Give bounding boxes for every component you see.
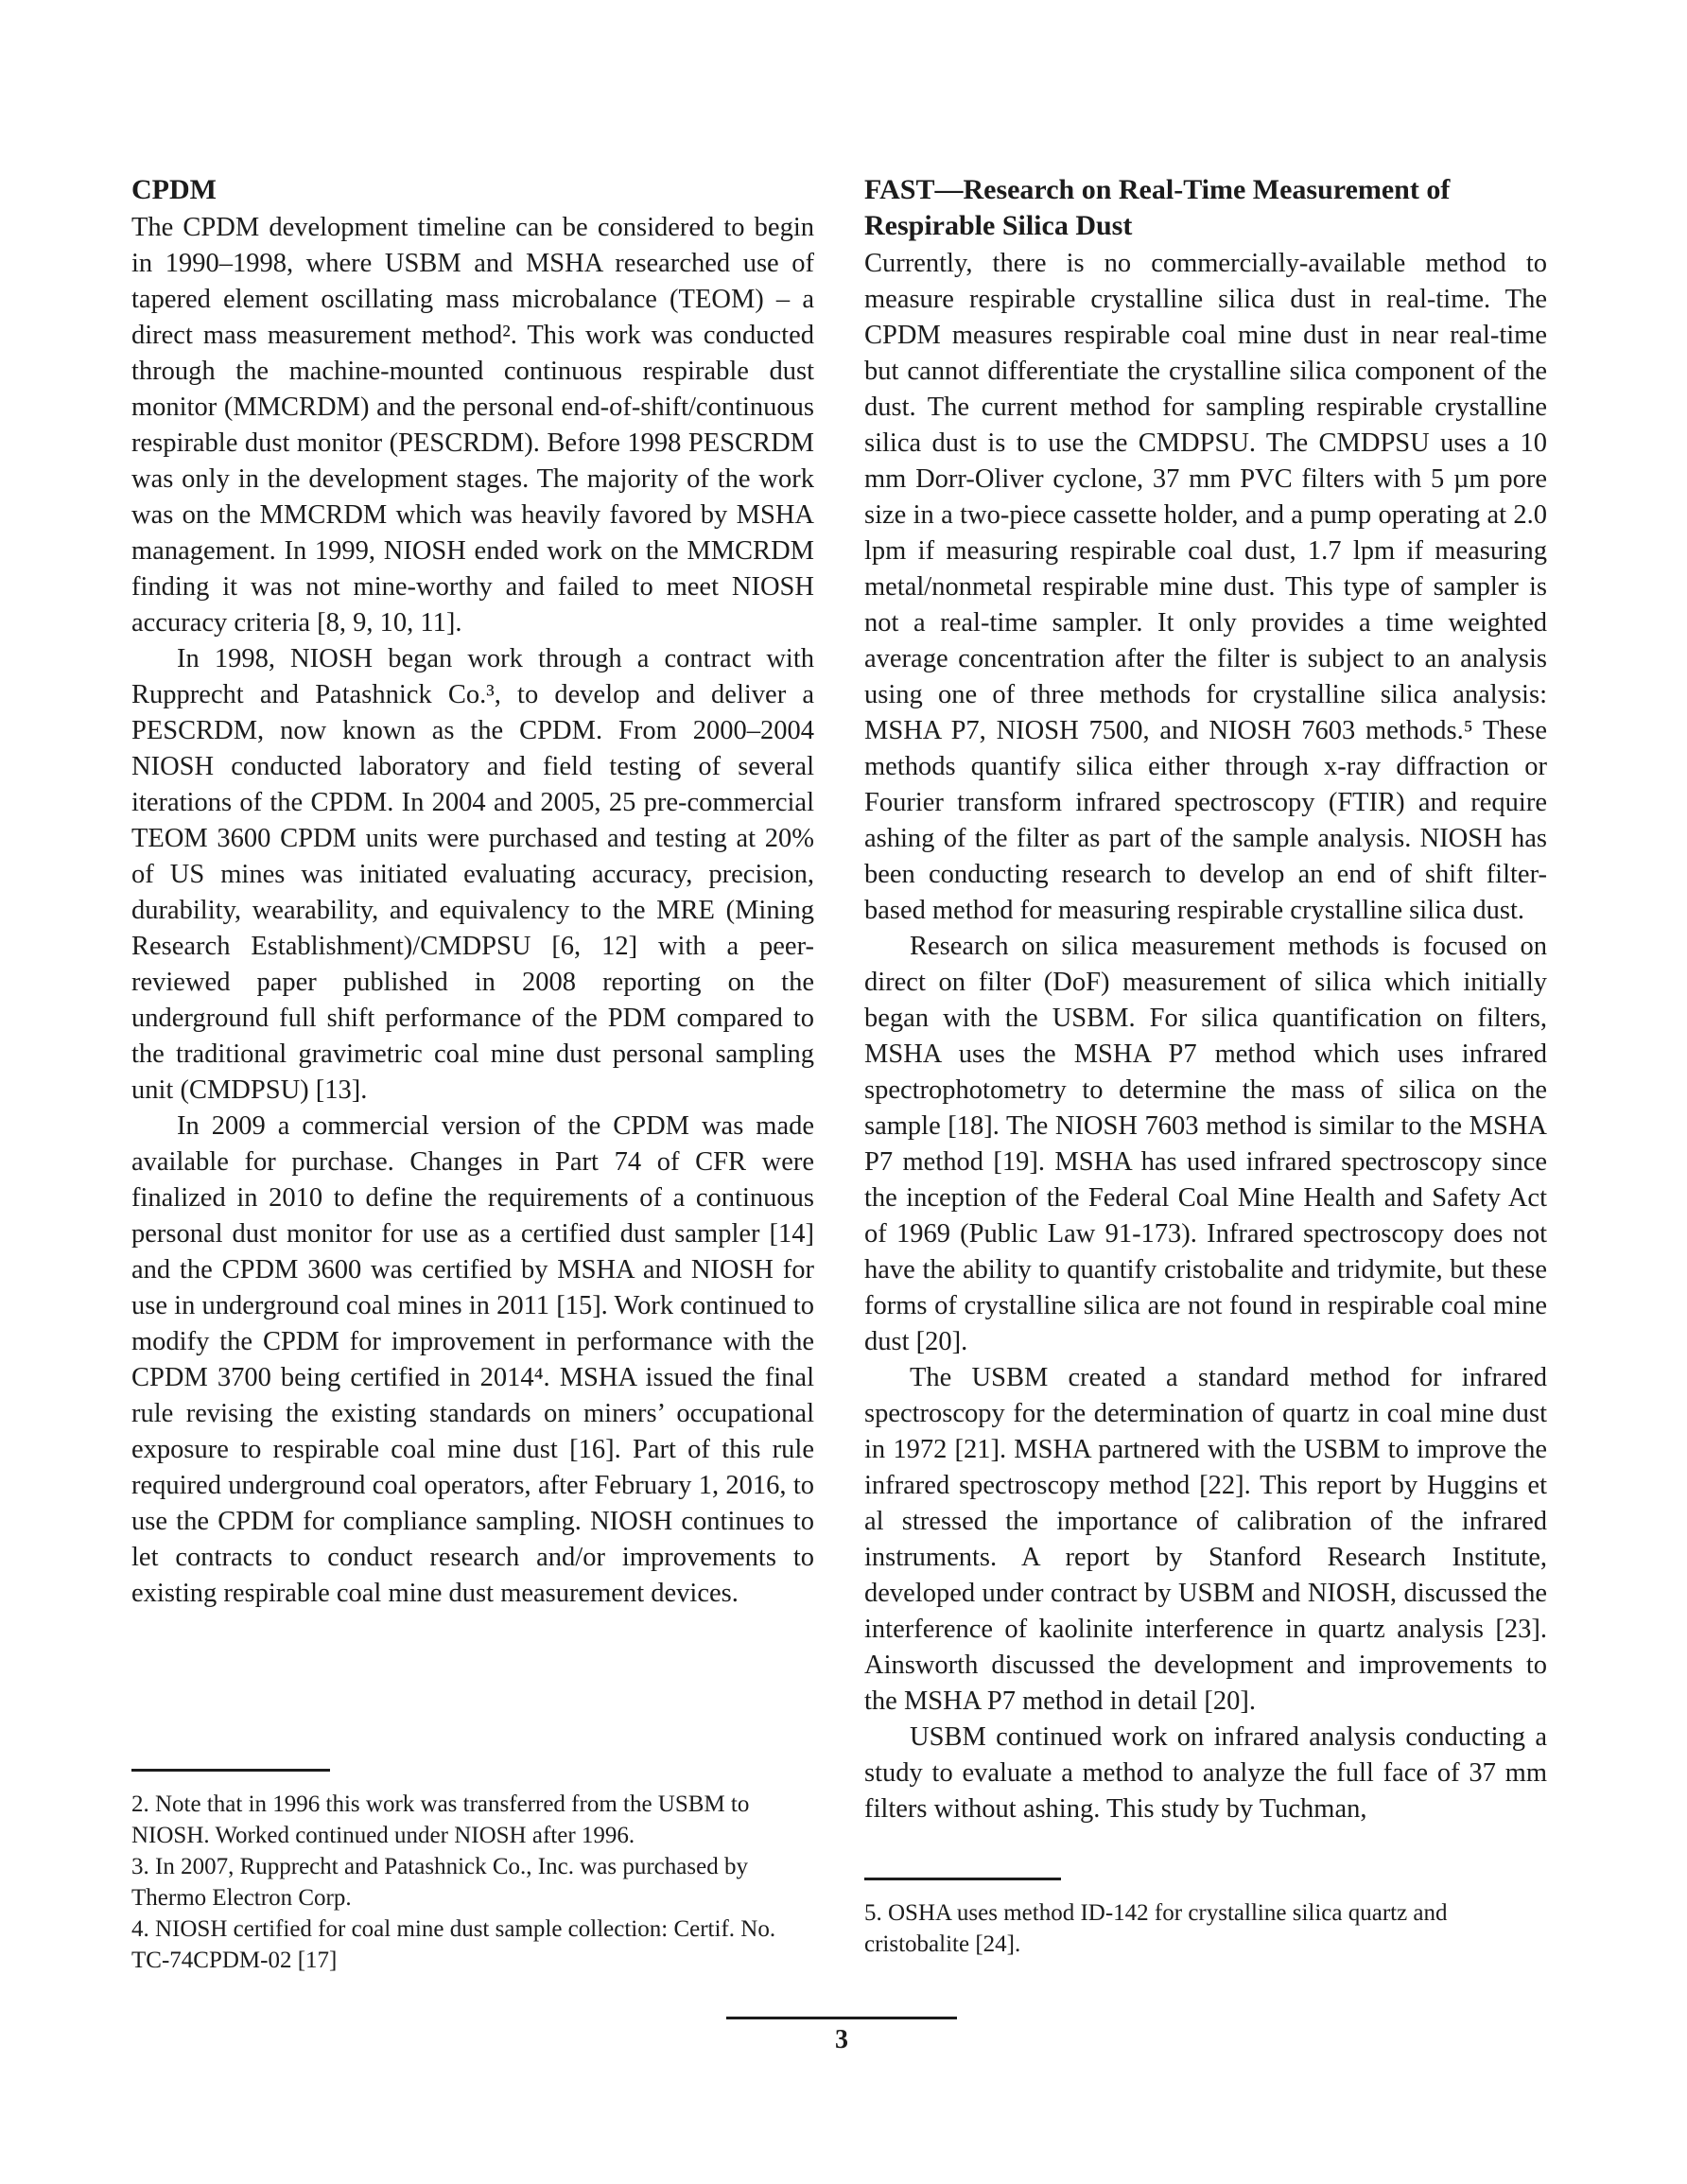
- footnote-5: 5. OSHA uses method ID-142 for crystalline silica quartz and cristobalite [24].: [864, 1900, 1448, 1957]
- left-column: [131, 172, 814, 1612]
- footnote-2: 2. Note that in 1996 this work was transferred from the USBM to NIOSH. Worked continued under NIOSH after 1996.: [131, 1791, 750, 1848]
- right-paragraph-4: USBM continued work on infrared analysis conducting a study to evaluate a method to analyze the full face of 37 mm filters without ashing. This study by Tuchman,: [864, 1722, 1547, 1824]
- footnote-divider: [131, 1769, 330, 1772]
- footnote-3: 3. In 2007, Rupprecht and Patashnick Co., Inc. was purchased by Thermo Electron Corp.: [131, 1854, 748, 1911]
- page-footer: [726, 2017, 957, 2057]
- footer-divider: [726, 2017, 957, 2019]
- footnote-4: 4. NIOSH certified for coal mine dust sample collection: Certif. No. TC-74CPDM-02 [17]: [131, 1916, 776, 1973]
- left-paragraph-3: In 2009 a commercial version of the CPDM was made available for purchase. Changes in Part 74 of CFR were finalized in 2010 to define the requirements of a continuous personal dust monitor for use as a certified dust sampler [14] and the CPDM 3600 was certified by MSHA and NIOSH for use in underground coal mines in 2011 [15]. Work continued to modify the CPDM for improvement in performance with the CPDM 3700 being certified in 2014⁴. MSHA issued the final rule revising the existing standards on miners’ occupational exposure to respirable coal mine dust [16]. Part of this rule required underground coal operators, after February 1, 2016, to use the CPDM for compliance sampling. NIOSH continues to let contracts to conduct research and/or improvements to existing respirable coal mine dust measurement devices.: [131, 1111, 814, 1608]
- left-paragraph-1: The CPDM development timeline can be considered to begin in 1990–1998, where USBM and MSHA researched use of tapered element oscillating mass microbalance (TEOM) – a direct mass measurement method². This work was conducted through the machine-mounted continuous respirable dust monitor (MMCRDM) and the personal end-of-shift/continuous respirable dust monitor (PESCRDM). Before 1998 PESCRDM was only in the development stages. The majority of the work was on the MMCRDM which was heavily favored by MSHA management. In 1999, NIOSH ended work on the MMCRDM finding it was not mine-worthy and failed to meet NIOSH accuracy criteria [8, 9, 10, 11].: [131, 213, 814, 638]
- section-heading-fast: FAST—Research on Real-Time Measurement of Respirable Silica Dust: [864, 174, 1451, 241]
- footnote-divider: [864, 1878, 1061, 1880]
- left-paragraph-2: In 1998, NIOSH began work through a contract with Rupprecht and Patashnick Co.³, to develop and deliver a PESCRDM, now known as the CPDM. From 2000–2004 NIOSH conducted laboratory and field testing of several iterations of the CPDM. In 2004 and 2005, 25 pre-commercial TEOM 3600 CPDM units were purchased and testing at 20% of US mines was initiated evaluating accuracy, precision, durability, wearability, and equivalency to the MRE (Mining Research Establishment)/CMDPSU [6, 12] with a peer-reviewed paper published in 2008 reporting on the underground full shift performance of the PDM compared to the traditional gravimetric coal mine dust personal sampling unit (CMDPSU) [13].: [131, 644, 814, 1105]
- right-footnotes: [864, 1878, 1547, 1960]
- left-footnotes: [131, 1769, 814, 1976]
- right-column: [864, 172, 1547, 1827]
- right-paragraph-1: Currently, there is no commercially-available method to measure respirable crystalline silica dust in real-time. The CPDM measures respirable coal mine dust in near real-time but cannot differentiate the crystalline silica component of the dust. The current method for sampling respirable crystalline silica dust is to use the CMDPSU. The CMDPSU uses a 10 mm Dorr-Oliver cyclone, 37 mm PVC filters with 5 µm pore size in a two-piece cassette holder, and a pump operating at 2.0 lpm if measuring respirable coal dust, 1.7 lpm if measuring metal/nonmetal respirable mine dust. This type of sampler is not a real-time sampler. It only provides a time weighted average concentration after the filter is subject to an analysis using one of three methods for crystalline silica analysis: MSHA P7, NIOSH 7500, and NIOSH 7603 methods.⁵ These methods quantify silica either through x-ray diffraction or Fourier transform infrared spectroscopy (FTIR) and require ashing of the filter as part of the sample analysis. NIOSH has been conducting research to develop an end of shift filter-based method for measuring respirable crystalline silica dust.: [864, 249, 1547, 925]
- right-paragraph-3: The USBM created a standard method for infrared spectroscopy for the determination of quartz in coal mine dust in 1972 [21]. MSHA partnered with the USBM to improve the infrared spectroscopy method [22]. This report by Huggins et al stressed the importance of calibration of the infrared instruments. A report by Stanford Research Institute, developed under contract by USBM and NIOSH, discussed the interference of kaolinite interference in quartz analysis [23]. Ainsworth discussed the development and improvements to the MSHA P7 method in detail [20].: [864, 1363, 1547, 1716]
- page-number: 3: [835, 2025, 848, 2054]
- right-paragraph-2: Research on silica measurement methods is focused on direct on filter (DoF) measurement of silica which initially began with the USBM. For silica quantification on filters, MSHA uses the MSHA P7 method which uses infrared spectrophotometry to determine the mass of silica on the sample [18]. The NIOSH 7603 method is similar to the MSHA P7 method [19]. MSHA has used infrared spectroscopy since the inception of the Federal Coal Mine Health and Safety Act of 1969 (Public Law 91-173). Infrared spectroscopy does not have the ability to quantify cristobalite and tridymite, but these forms of crystalline silica are not found in respirable coal mine dust [20].: [864, 932, 1547, 1356]
- section-heading-cpdm: CPDM: [131, 174, 217, 205]
